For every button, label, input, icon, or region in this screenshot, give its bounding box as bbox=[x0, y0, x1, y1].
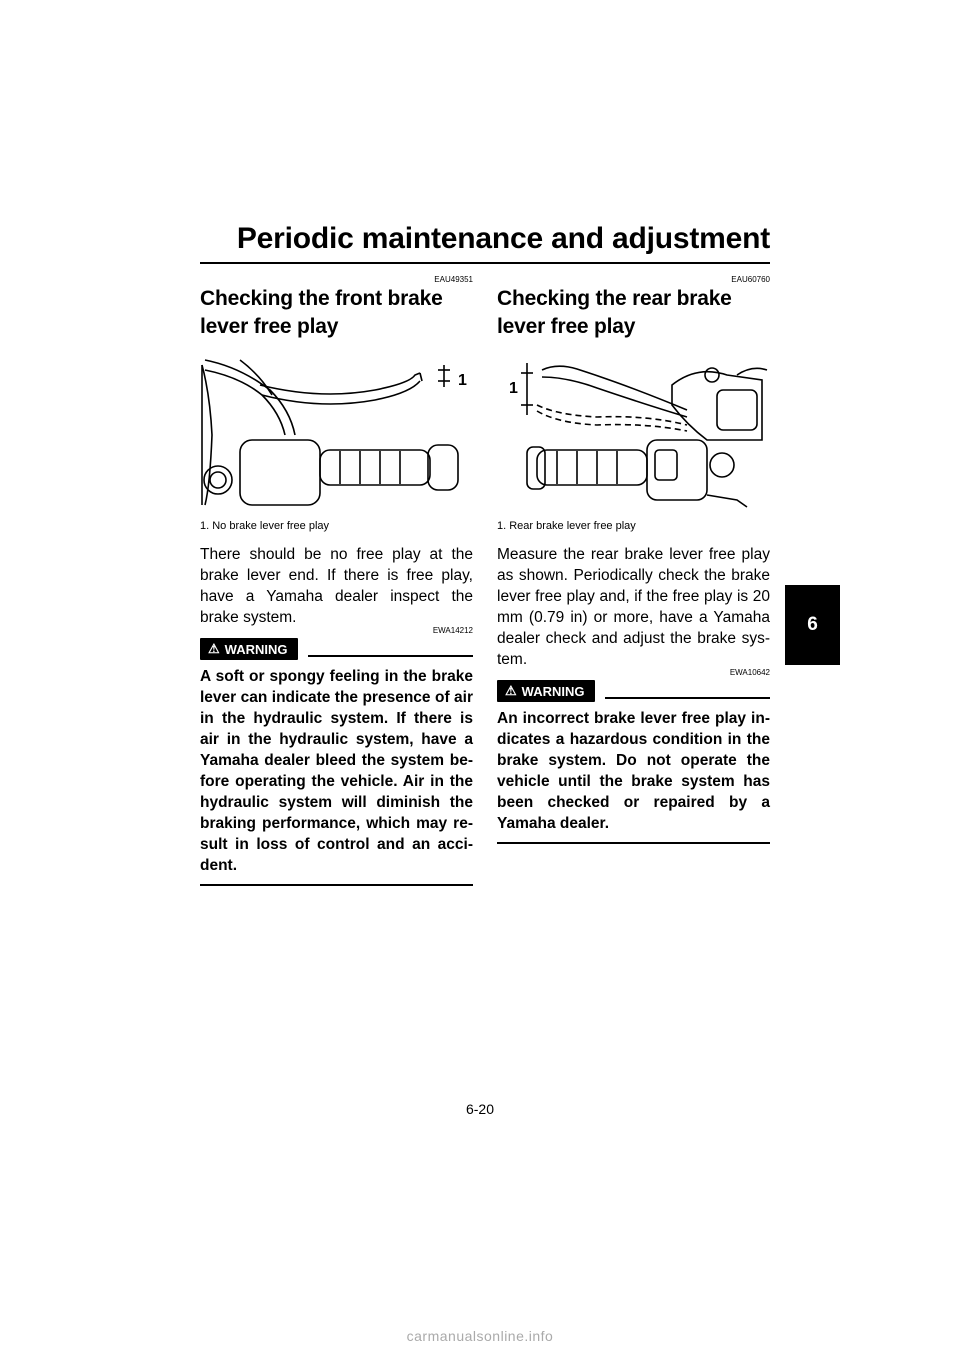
figure-callout-1: 1 bbox=[509, 380, 518, 397]
section-title-front-brake: Checking the front brake lever free play bbox=[200, 287, 443, 338]
page-header-title: Periodic maintenance and adjustment bbox=[236, 222, 770, 255]
warning-icon: ⚠ bbox=[505, 683, 517, 698]
right-column bbox=[497, 270, 770, 844]
body-paragraph: There should be no free play at the brake lever end. If there is free play, have a Yamaha dealer inspect the brake system. bbox=[200, 546, 473, 626]
warning-rule bbox=[605, 697, 771, 699]
warning-end-rule bbox=[200, 884, 473, 886]
section-code: EAU49351 bbox=[434, 275, 473, 284]
warning-code: EWA10642 bbox=[729, 668, 770, 677]
warning-header bbox=[200, 626, 473, 660]
warning-end-rule bbox=[497, 842, 770, 844]
rear-brake-lever-illustration bbox=[497, 355, 770, 510]
header-rule bbox=[200, 262, 770, 264]
front-brake-lever-illustration bbox=[200, 355, 473, 510]
page-number: 6-20 bbox=[465, 1101, 495, 1117]
left-column bbox=[200, 270, 473, 886]
rear-brake-lever-drawing bbox=[497, 355, 770, 510]
body-paragraph: Measure the rear brake lever free play as shown. Periodically check the brake lever free play and, if the free play is 20 mm (0.79 in) or more, have a Yamaha dealer check and adjust the brake sys-tem. bbox=[497, 546, 770, 668]
warning-header bbox=[497, 668, 770, 702]
warning-icon: ⚠ bbox=[208, 641, 220, 656]
chapter-tab[interactable]: 6 bbox=[785, 585, 840, 665]
figure-caption: 1. No brake lever free play bbox=[200, 520, 330, 532]
warning-text: A soft or spongy feeling in the brake lever can indicate the presence of air in the hydraulic system. If there is air in the hydraulic system, have a Yamaha dealer bleed the system be-fore operating the vehicle. Air in the hydraulic system will diminish the braking performance, which may re-sult in loss of control and an acci-dent. bbox=[200, 668, 473, 874]
figure-caption: 1. Rear brake lever free play bbox=[497, 520, 636, 532]
warning-label: WARNING bbox=[521, 683, 585, 699]
warning-rule bbox=[308, 655, 474, 657]
figure-callout-1: 1 bbox=[458, 372, 467, 389]
warning-label: WARNING bbox=[224, 641, 288, 657]
warning-code: EWA14212 bbox=[432, 626, 473, 635]
section-code: EAU60760 bbox=[731, 275, 770, 284]
front-brake-lever-drawing bbox=[200, 355, 473, 510]
warning-text: An incorrect brake lever free play in-dicates a hazardous condition in the brake system. Do not operate the vehicle until the brake system has been checked or repaired by a Yamaha dealer. bbox=[497, 710, 770, 832]
warning-badge bbox=[200, 638, 298, 660]
section-title-rear-brake: Checking the rear brake lever free play bbox=[497, 287, 732, 338]
warning-badge bbox=[497, 680, 595, 702]
watermark: carmanualsonline.info bbox=[406, 1328, 554, 1344]
